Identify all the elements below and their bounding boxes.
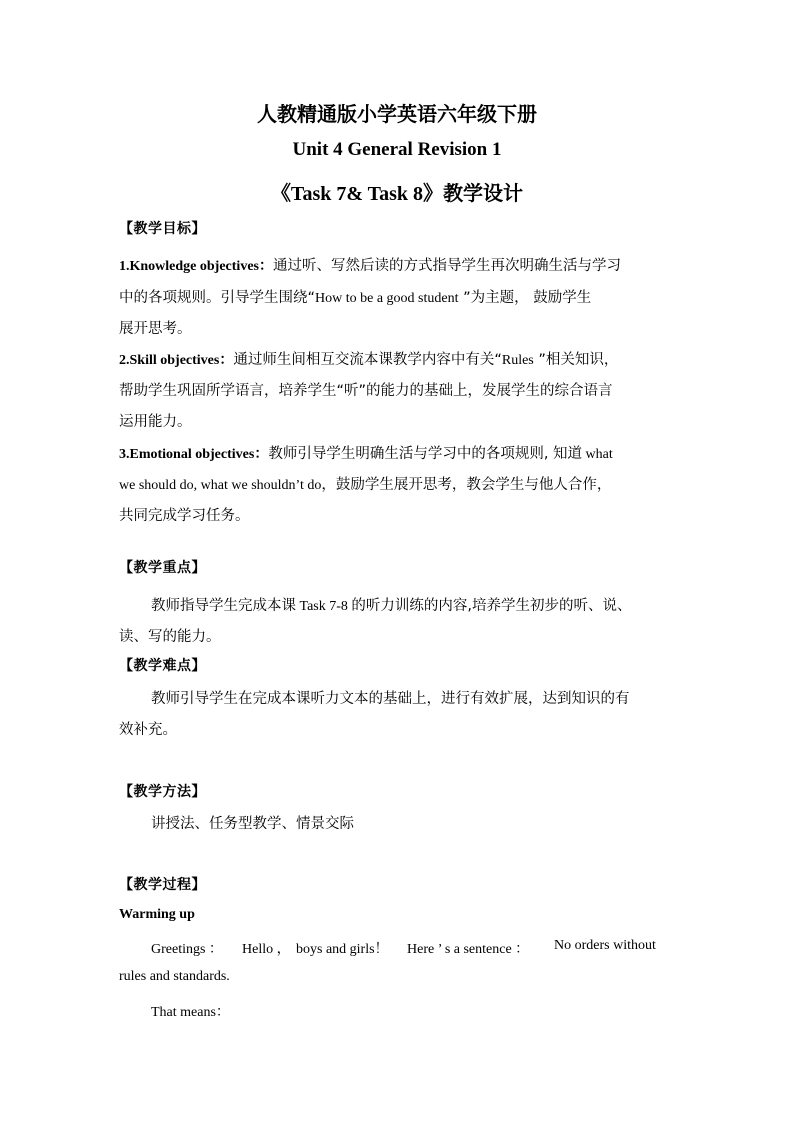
emotional-text-2b: ，鼓励学生展开思考，教会学生与他人合作， bbox=[321, 477, 612, 493]
process-heading: 【教学过程】 bbox=[119, 877, 206, 893]
greetings-hello: Hello ， bbox=[242, 942, 291, 957]
that-means-label: That means： bbox=[151, 1005, 230, 1020]
methods-heading: 【教学方法】 bbox=[119, 784, 206, 800]
greetings-sentence-intro: Here ’ s a sentence ： bbox=[407, 942, 530, 957]
skill-text-1b: Rules bbox=[501, 353, 534, 368]
lesson-title-tasks: 《Task 7& Task 8》 bbox=[270, 183, 444, 205]
warming-up-label bbox=[119, 906, 679, 923]
unit-title: Unit 4 General Revision 1 bbox=[292, 139, 502, 160]
knowledge-line-2 bbox=[119, 286, 679, 307]
objectives-heading: 【教学目标】 bbox=[119, 221, 206, 237]
difficulties-heading: 【教学难点】 bbox=[119, 658, 206, 674]
knowledge-label: 1.Knowledge objectives： bbox=[119, 259, 273, 274]
emotional-text-1a: 教师引导学生明确生活与学习中的各项规则, 知道 bbox=[268, 446, 583, 462]
skill-line-3: 运用能力。 bbox=[119, 414, 192, 430]
key-points-text-1b: Task 7-8 bbox=[296, 599, 352, 614]
knowledge-line-1 bbox=[119, 254, 679, 275]
lesson-title bbox=[0, 177, 794, 206]
skill-label: 2.Skill objectives： bbox=[119, 353, 234, 368]
knowledge-text-2b: How to be a good student bbox=[315, 291, 459, 306]
knowledge-line-3: 展开思考。 bbox=[119, 321, 192, 337]
difficulties-line-1: 教师引导学生在完成本课听力文本的基础上，进行有效扩展，达到知识的有 bbox=[151, 691, 630, 707]
greetings-label: Greetings ： bbox=[151, 942, 223, 957]
key-points-line-2: 读、写的能力。 bbox=[119, 629, 221, 645]
methods-line-1: 讲授法、任务型教学、情景交际 bbox=[151, 816, 354, 832]
emotional-text-2a: we should do, what we shouldn’t do bbox=[119, 478, 322, 493]
knowledge-text-1: 通过听、写然后读的方式指导学生再次明确生活与学习 bbox=[272, 258, 621, 274]
emotional-line-2 bbox=[119, 473, 679, 494]
greetings-boys-girls: boys and girls！ bbox=[296, 942, 389, 957]
greetings-quote-start: No orders without bbox=[554, 938, 656, 953]
key-points-line-1 bbox=[151, 594, 711, 615]
key-points-heading: 【教学重点】 bbox=[119, 560, 206, 576]
knowledge-text-2a: 中的各项规则。引导学生围绕“ bbox=[119, 290, 316, 306]
knowledge-text-2c: ”为主题， 鼓励学生 bbox=[458, 290, 592, 306]
skill-line-1 bbox=[119, 348, 679, 369]
document-title: 人教精通版小学英语六年级下册 bbox=[257, 102, 537, 126]
key-points-text-1a: 教师指导学生完成本课 bbox=[151, 598, 296, 614]
greetings-quote-end: rules and standards. bbox=[119, 969, 230, 984]
difficulties-line-2: 效补充。 bbox=[119, 722, 177, 738]
skill-text-1c: ”相关知识， bbox=[533, 352, 619, 368]
warming-up-text: Warming up bbox=[119, 907, 195, 922]
emotional-text-1b: what bbox=[582, 447, 613, 462]
lesson-title-cn: 教学设计 bbox=[443, 181, 524, 205]
key-points-text-1c: 的听力训练的内容,培养学生初步的听、说、 bbox=[351, 598, 632, 614]
emotional-line-3: 共同完成学习任务。 bbox=[119, 508, 250, 524]
emotional-label: 3.Emotional objectives： bbox=[119, 447, 269, 462]
skill-line-2: 帮助学生巩固所学语言，培养学生“听”的能力的基础上，发展学生的综合语言 bbox=[119, 383, 613, 399]
skill-text-1a: 通过师生间相互交流本课教学内容中有关“ bbox=[233, 352, 502, 368]
emotional-line-1 bbox=[119, 442, 679, 463]
